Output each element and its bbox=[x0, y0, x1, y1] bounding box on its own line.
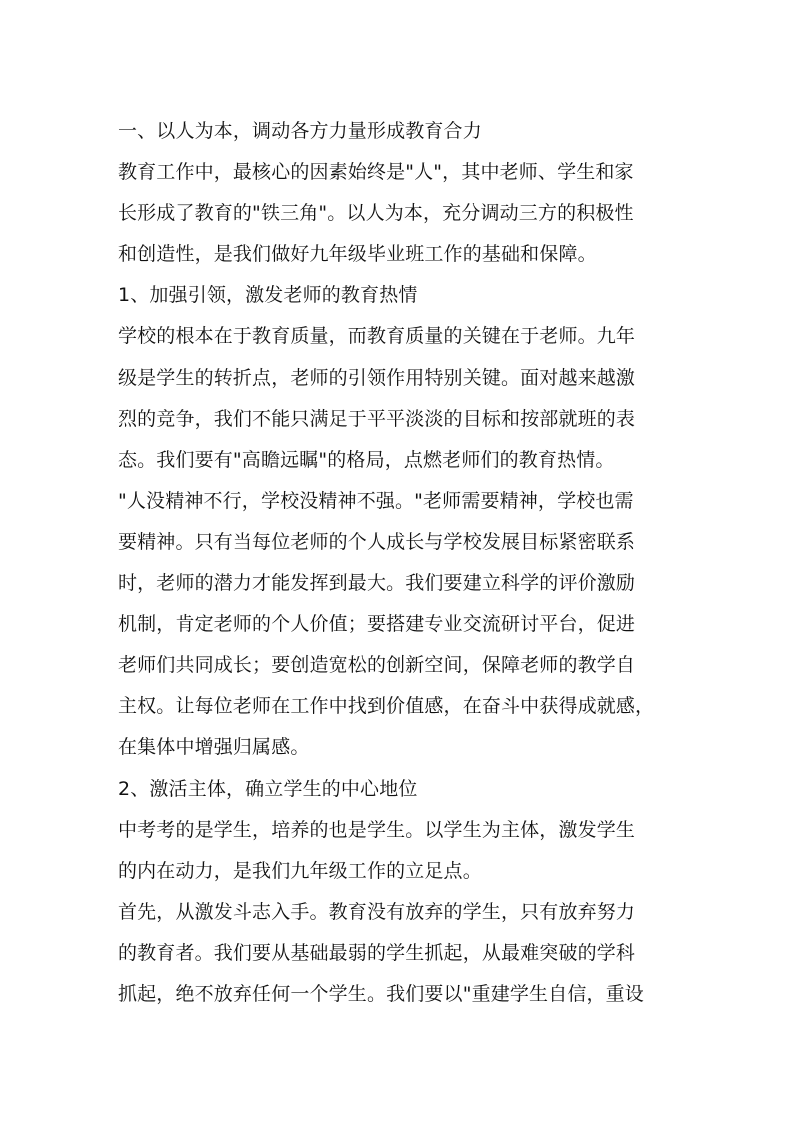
text-line: 时，老师的潜力才能发挥到最大。我们要建立科学的评价激励 bbox=[118, 572, 636, 595]
text-line: 烈的竞争，我们不能只满足于平平淡淡的目标和按部就班的表 bbox=[118, 407, 636, 430]
text-line: 态。我们要有"高瞻远瞩"的格局，点燃老师们的教育热情。 bbox=[118, 448, 615, 471]
text-line: 长形成了教育的"铁三角"。以人为本，充分调动三方的积极性 bbox=[118, 202, 634, 225]
text-line: 的教育者。我们要从基础最弱的学生抓起，从最难突破的学科 bbox=[118, 941, 636, 964]
subsection-heading: 1、加强引领，激发老师的教育热情 bbox=[118, 284, 418, 307]
text-line: 的内在动力，是我们九年级工作的立足点。 bbox=[118, 859, 482, 882]
section-heading: 一、以人为本，调动各方力量形成教育合力 bbox=[118, 120, 482, 142]
text-line: 教育工作中，最核心的因素始终是"人"，其中老师、学生和家 bbox=[118, 161, 634, 184]
text-line: 机制，肯定老师的个人价值；要搭建专业交流研讨平台，促进 bbox=[118, 613, 636, 636]
text-line: 主权。让每位老师在工作中找到价值感，在奋斗中获得成就感， bbox=[118, 695, 655, 718]
document-body bbox=[118, 111, 698, 1015]
text-line: 级是学生的转折点，老师的引领作用特别关键。面对越来越激 bbox=[118, 366, 636, 389]
text-line: 中考考的是学生，培养的也是学生。以学生为主体，激发学生 bbox=[118, 818, 636, 841]
text-line: 要精神。只有当每位老师的个人成长与学校发展目标紧密联系 bbox=[118, 530, 636, 553]
text-line: 老师们共同成长；要创造宽松的创新空间，保障老师的教学自 bbox=[118, 654, 636, 677]
text-line: 学校的根本在于教育质量，而教育质量的关键在于老师。九年 bbox=[118, 325, 636, 348]
text-line: 在集体中增强归属感。 bbox=[118, 736, 310, 759]
subsection-heading: 2、激活主体，确立学生的中心地位 bbox=[118, 777, 418, 800]
text-line: 首先，从激发斗志入手。教育没有放弃的学生，只有放弃努力 bbox=[118, 900, 636, 923]
text-line: 和创造性，是我们做好九年级毕业班工作的基础和保障。 bbox=[118, 243, 597, 266]
text-line: 抓起，绝不放弃任何一个学生。我们要以"重建学生自信，重设 bbox=[118, 982, 644, 1005]
text-line: "人没精神不行，学校没精神不强。"老师需要精神，学校也需 bbox=[118, 489, 634, 512]
